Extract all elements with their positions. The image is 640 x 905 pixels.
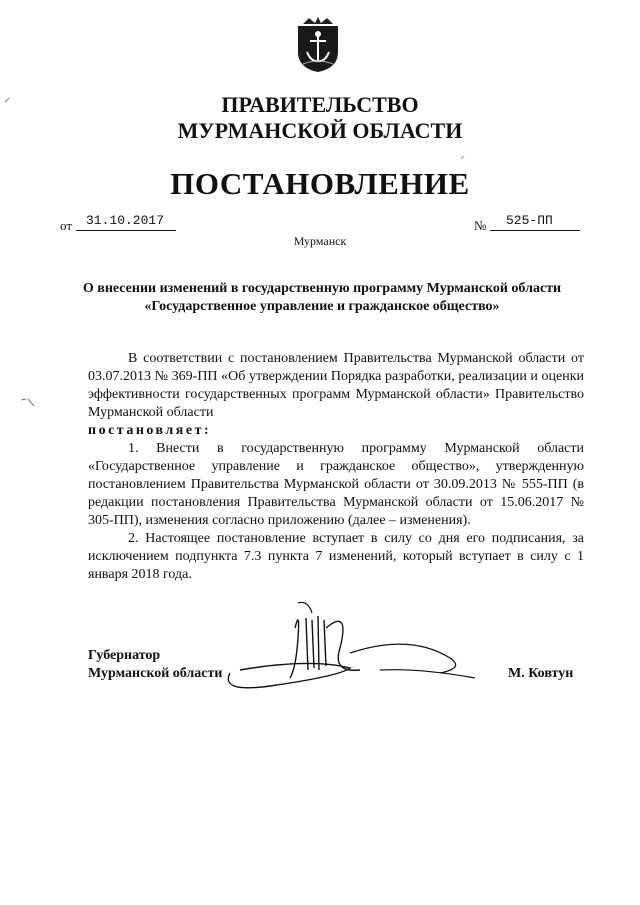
coat-of-arms-emblem [293,14,343,74]
signatory-position-line2: Мурманской области [88,666,223,681]
document-number: 525-ПП [506,213,553,228]
scan-mark [459,153,467,161]
resolves-keyword: постановляет: [88,423,212,438]
date-prefix: от [60,218,73,233]
government-title-line1: ПРАВИТЕЛЬСТВО [221,92,419,117]
signatory-name: М. Ковтун [508,666,574,681]
number-prefix: № [474,218,487,233]
handwritten-signature [200,598,490,708]
date-underline [76,230,176,231]
government-title-line2: МУРМАНСКОЙ ОБЛАСТИ [177,118,463,143]
city-label: Мурманск [293,234,347,248]
number-underline [490,230,580,231]
intro-paragraph: В соответствии с постановлением Правительства Мурманской области от 03.07.2013 № 369-ПП «Об утверждении Порядка разработки, реализации и оценки эффективности государственных программ Мурманской области» Правительство Мурманской области [88,351,584,420]
scan-mark [3,96,11,104]
document-date: 31.10.2017 [86,213,165,228]
scan-mark [20,396,36,408]
document-type-heading: ПОСТАНОВЛЕНИЕ [170,166,470,201]
item-2-paragraph: 2. Настоящее постановление вступает в силу со дня его подписания, за исключением подпункта 7.3 пункта 7 изменений, который вступает в силу с 1 января 2018 года. [88,531,584,582]
document-title: О внесении изменений в государственную программу Мурманской области «Государственное управление и гражданское общество» [82,281,562,314]
signatory-position-line1: Губернатор [88,648,161,663]
item-1-paragraph: 1. Внести в государственную программу Мурманской области «Государственное управление и гражданское общество», утвержденную постановлением Правительства Мурманской области от 30.09.2013 № 555-ПП (в редакции постановления Правительства Мурманской области от 15.06.2017 № 305-ПП), изменения согласно приложению (далее – изменения). [88,441,584,528]
document-body [88,350,584,584]
